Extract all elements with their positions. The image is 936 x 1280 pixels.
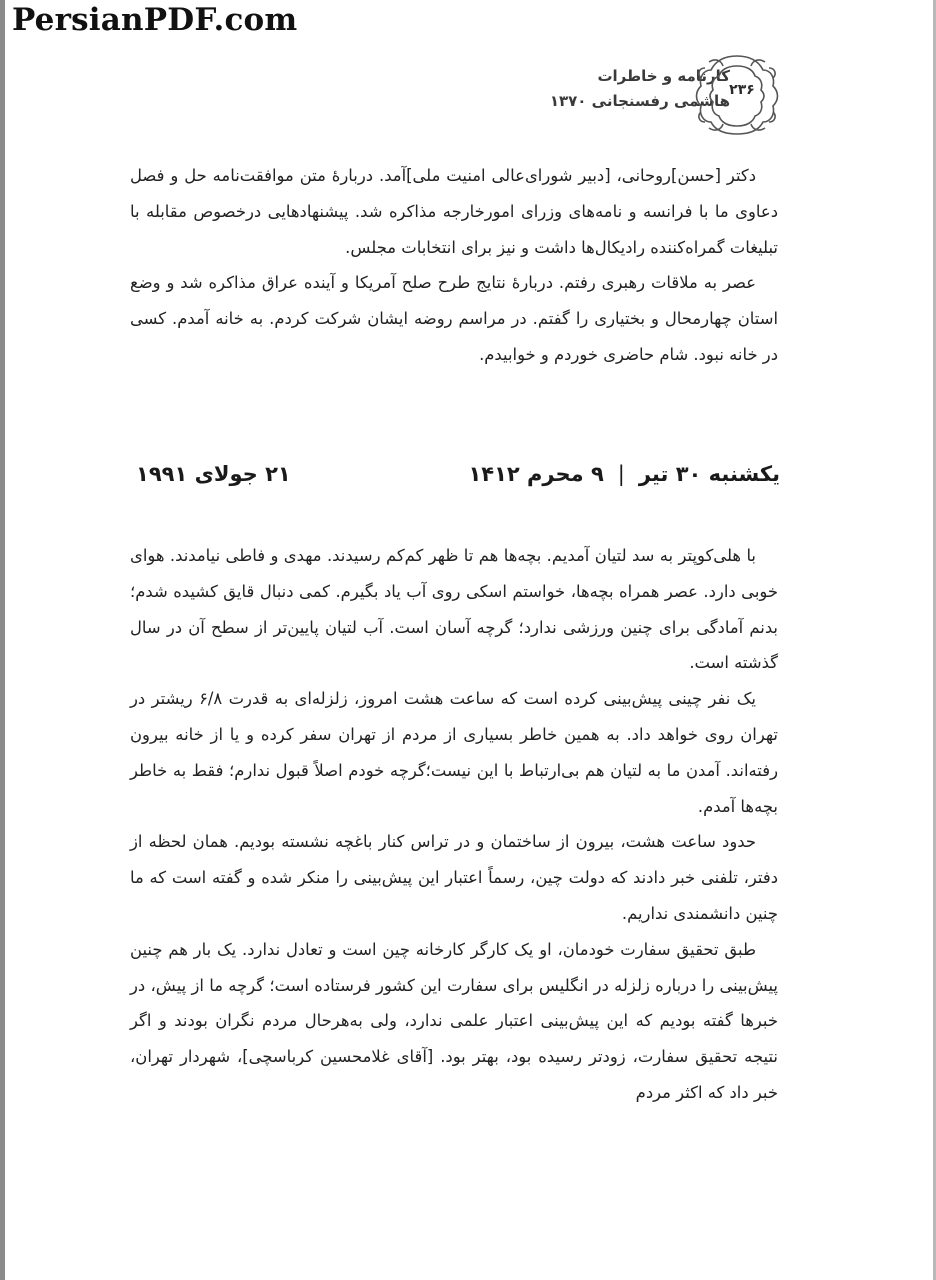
diary-entry xyxy=(130,538,778,1111)
page-edge-left xyxy=(0,0,5,1280)
date-separator: | xyxy=(617,462,625,486)
book-subtitle: هاشمی رفسنجانی ۱۳۷۰ xyxy=(549,92,730,110)
paragraph: عصر به ملاقات رهبری رفتم. دربارهٔ نتایج طرح صلح آمریکا و آینده عراق مذاکره شد و وضع استان چهارمحال و بختیاری را گفتم. در مراسم روضه ایشان شرکت کردم. به خانه آمدم. کسی در خانه نبود. شام حاضری خوردم و خوابیدم. xyxy=(130,273,778,364)
gregorian-date: ۲۱ جولای ۱۹۹۱ xyxy=(136,462,291,486)
paragraph: یک نفر چینی پیش‌بینی کرده است که ساعت هشت امروز، زلزله‌ای به قدرت ۶/۸ ریشتر در تهران روی خواهد داد. به همین خاطر بسیاری از مردم از تهران سفر کرده و یا از خانه بیرون رفته‌اند. آمدن ما به لتیان هم بی‌ارتباط با این نیست؛گرچه خودم اصلاً قبول ندارم؛ فقط به خاطر بچه‌ها آمدم. xyxy=(130,689,778,816)
paragraph: حدود ساعت هشت، بیرون از ساختمان و در تراس کنار باغچه نشسته بودیم. همان لحظه از دفتر، تلفنی خبر دادند که دولت چین، رسماً اعتبار این پیش‌بینی را منکر شده و گفته است که ما چنین دانشمندی نداریم. xyxy=(130,832,778,923)
watermark: PersianPDF.com xyxy=(12,2,298,38)
page-number: ۲۳۶ xyxy=(729,82,755,98)
running-head xyxy=(430,64,730,114)
date-weekday-hijri xyxy=(468,462,780,486)
entry-continuation xyxy=(130,158,778,373)
book-title: کارنامه و خاطرات xyxy=(597,67,730,85)
hijri-date: ۹ محرم ۱۴۱۲ xyxy=(468,462,604,486)
paragraph: دکتر [حسن]روحانی، [دبیر شورای‌عالی امنیت ملی]آمد. دربارهٔ متن موافقت‌نامه حل و فصل دعاوی ما با فرانسه و نامه‌های وزرای امورخارجه مذاکره شد. پیشنهادهایی درخصوص مقابله با تبلیغات گمراه‌کننده رادیکال‌ها داشت و نیز برای انتخابات مجلس. xyxy=(130,166,778,257)
weekday-date: یکشنبه ۳۰ تیر xyxy=(638,462,780,486)
paragraph: با هلی‌کوپتر به سد لتیان آمدیم. بچه‌ها هم تا ظهر کم‌کم رسیدند. مهدی و فاطی نیامدند. هوای خوبی دارد. عصر همراه بچه‌ها، خواستم اسکی روی آب یاد بگیرم. کمی دنبال قایق کشیده شدم؛ بدنم آمادگی برای چنین ورزشی ندارد؛ گرچه آسان است. آب لتیان پایین‌تر از سطح آن در سال گذشته است. xyxy=(130,546,778,673)
paragraph: طبق تحقیق سفارت خودمان، او یک کارگر کارخانه چین است و تعادل ندارد. یک بار هم چنین پیش‌بینی را درباره زلزله در انگلیس برای سفارت این کشور فرستاده است؛ گرچه ما از پیش، در خبرها گفته بودیم که این پیش‌بینی اعتبار علمی ندارد، ولی به‌هرحال مردم نگران بودند و اگر نتیجه تحقیق سفارت، زودتر رسیده بود، بهتر بود. [آقای غلامحسین کرباسچی]، شهردار تهران، خبر داد که اکثر مردم xyxy=(130,939,778,1102)
